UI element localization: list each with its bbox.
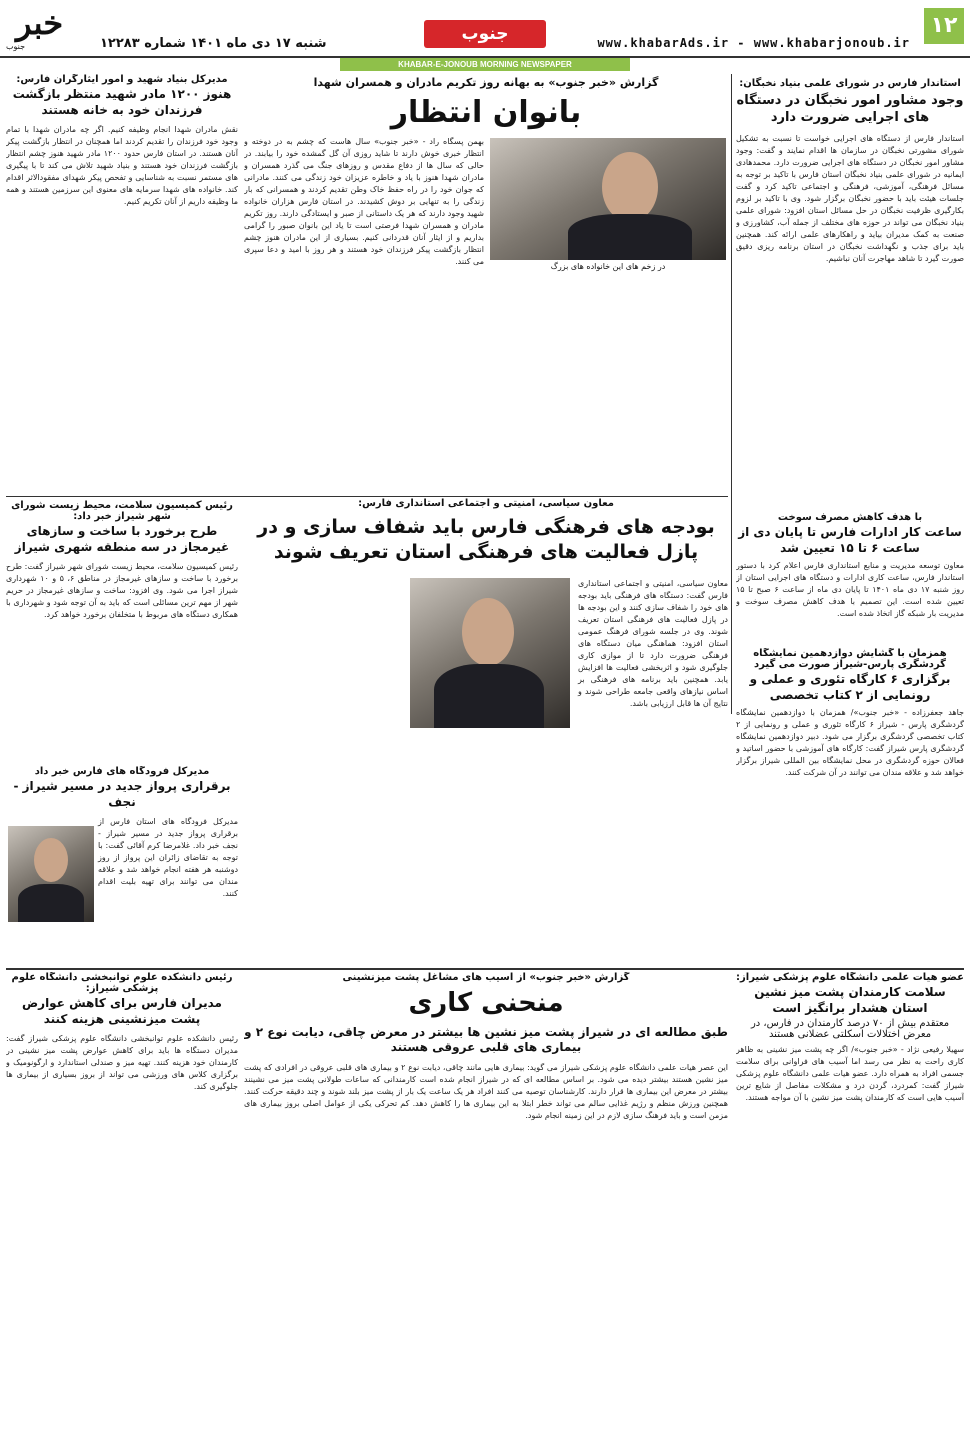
main-story-photo <box>490 138 726 260</box>
bottom-right-subtitle: معتقدم بیش از ۷۰ درصد کارمندان در فارس، در معرض اختلالات اسکلتی عضلانی هستند <box>750 1018 950 1041</box>
right-top-title: وجود مشاور امور نخبگان در دستگاه های اجرایی ضرورت دارد <box>736 93 964 125</box>
section-label: جنوب <box>424 20 546 48</box>
bottom-right-body: سهیلا رفیعی نژاد - «خبر جنوب»/ اگر چه پشت میز نشینی به ظاهر کاری راحت به نظر می رسد اما آسیب های فراوانی برای سلامت جسمی افراد به همراه دارد. عضو هیات علمی دانشگاه علوم پزشکی شیراز گفت: کمردرد، گردن درد و مشکلات مفاصل از شایع ترین آسیب هایی است که کارمندان پشت میز نشین با آن مواجه هستند. <box>736 1045 964 1103</box>
right-mid1-subtitle: ساعت کار ادارات فارس تا پایان دی از ساعت ۶ تا ۱۵ تعیین شد <box>738 525 962 555</box>
logo-sub: جنوب <box>6 42 26 51</box>
left-flight-photo <box>8 826 94 922</box>
left-mid-article <box>6 500 238 760</box>
photo-face <box>34 838 68 882</box>
bottom-body: این عصر هیات علمی دانشگاه علوم پزشکی شیراز می گوید: بیماری هایی مانند چاقی، دیابت نوع ۲ و بیماری های قلبی عروقی در افرادی که پشت میز نشین هستند بیشتر دیده می شود. بر اساس مطالعه ای که در شیراز انجام شده است کارمندانی که ساعات طولانی پشت میز می نشینند بیشتر در معرض این بیماری ها قرار دارند. کارشناسان توصیه می کنند افراد هر یک ساعت یک بار از پشت میز بلند شوند و چند دقیقه حرکت کنند. همچنین ورزش منظم و رژیم غذایی سالم می تواند خطر ابتلا به این بیماری ها را کاهش دهد. کم تحرکی یکی از عوامل اصلی بروز بیماری های مزمن است و باید فرهنگ سازی لازم در این زمینه انجام شود. <box>244 1062 728 1120</box>
bottom-story <box>244 972 728 1422</box>
main-story-caption: در زخم های این خانواده های بزرگ <box>550 262 666 271</box>
right-mid2-article <box>736 648 964 938</box>
photo-suit <box>18 884 84 922</box>
issue-date: شنبه ۱۷ دی ماه ۱۴۰۱ شماره ۱۲۲۸۳ <box>100 36 327 51</box>
right-mid1-body: معاون توسعه مدیریت و منابع استانداری فارس اعلام کرد با دستور استاندار فارس، ساعت کاری ادارات و دستگاه های اجرایی استان از روز شنبه ۱۷ دی ماه ۱۴۰۱ تا پایان دی ماه از ساعت ۶ صبح تا ۱۵ تعیین شده است. این تصمیم با هدف کاهش مصرف سوخت و مدیریت بار شبکه گاز اتخاذ شده است. <box>736 561 964 619</box>
left-mid-kicker: رئیس کمیسیون سلامت، محیط زیست شورای شهر شیراز خبر داد: <box>11 500 233 522</box>
budget-kicker: معاون سیاسی، امنیتی و اجتماعی استانداری فارس: <box>358 498 614 509</box>
column-divider <box>731 74 732 714</box>
left-flight-kicker: مدیرکل فرودگاه های فارس خبر داد <box>34 766 210 777</box>
right-mid1-title: با هدف کاهش مصرف سوخت <box>777 512 923 523</box>
website-links[interactable]: www.khabarAds.ir - www.khabarjonoub.ir <box>597 36 910 50</box>
photo-suit <box>568 214 692 260</box>
logo-word: خبر <box>16 4 64 42</box>
left-mid-title: طرح برخورد با ساخت و سازهای غیرمجاز در سه منطقه شهری شیراز <box>14 524 230 554</box>
left-top-title: هنوز ۱۲۰۰ مادر شهید منتظر بازگشت فرزندان خود به خانه هستند <box>12 87 232 117</box>
bottom-title: منحنی کاری <box>408 988 564 1018</box>
bottom-right-article <box>736 972 964 1422</box>
newspaper-logo <box>6 4 86 54</box>
right-mid1-article <box>736 512 964 642</box>
left-flight-body: مدیرکل فرودگاه های استان فارس از برقراری پرواز جدید در مسیر شیراز - نجف خبر داد. غلامرضا کرم آقائی گفت: با توجه به تقاضای زائران این پرواز از روز دوشنبه هر هفته انجام خواهد شد و علاقه مندان می توانند برای تهیه بلیت اقدام کنند. <box>98 817 238 899</box>
left-top-kicker: مدیرکل بنیاد شهید و امور ایثارگران فارس: <box>16 74 228 85</box>
left-mid-body: رئیس کمیسیون سلامت، محیط زیست شورای شهر شیراز گفت: طرح برخورد با ساخت و سازهای غیرمجاز در مناطق ۶، ۵ و ۱۰ شهرداری شیراز اجرا می شود. وی افزود: ساخت و سازهای غیرمجاز در حریم شهر از مهم ترین مسائلی است که باید به آن توجه شود و شهرداری با همکاری دستگاه های مربوط با متخلفان برخورد خواهد کرد. <box>6 562 238 620</box>
photo-suit <box>434 664 544 728</box>
budget-photo <box>410 578 570 728</box>
left-flight-title: برقراری پرواز جدید در مسیر شیراز - نجف <box>13 779 231 809</box>
bottom-kicker: گزارش «خبر جنوب» از آسیب های مشاغل پشت میزنشینی <box>342 972 630 983</box>
right-top-article <box>736 74 964 506</box>
bottom-left-article <box>6 972 238 1422</box>
photo-face <box>462 598 514 666</box>
page-number: ۱۲ <box>924 8 964 44</box>
masthead <box>0 0 970 58</box>
right-mid2-title: برگزاری ۶ کارگاه تئوری و عملی و رونمایی از ۲ کتاب تخصصی <box>749 672 951 702</box>
budget-body: معاون سیاسی، امنیتی و اجتماعی استانداری فارس گفت: دستگاه های فرهنگی باید بودجه های خود را شفاف سازی کنند و این بودجه ها در پازل فعالیت های فرهنگی استان تعریف شوند. وی در جلسه شورای فرهنگ عمومی استان افزود: هماهنگی میان دستگاه های فرهنگی ضرورت دارد تا از موازی کاری جلوگیری شود و اثربخشی فعالیت ها افزایش یابد. همچنین باید برنامه های فرهنگی بر اساس نیازهای واقعی جامعه طراحی شوند و نتایج آن ها قابل ارزیابی باشد. <box>578 579 728 708</box>
right-top-kicker: استاندار فارس در شورای علمی بنیاد نخبگان: <box>739 78 961 89</box>
main-story-body: بهمن پسگاه راد - «خبر جنوب» سال هاست که چشم به در دوخته و انتظار خبری خوش دارند تا شاید روزی آن گل گمشده خود را بیابند. در حالی که سال ها از دفاع مقدس و روزهای جنگ می گذرد همسران و مادران شهدا هنوز با یاد و خاطره عزیزان خود زندگی می کنند. مادرانی که جوان خود را در راه حفظ خاک وطن تقدیم کردند و همسرانی که بار زندگی را به تنهایی بر دوش کشیدند. در استان فارس هزاران خانواده شهید وجود دارند که هر یک داستانی از صبر و ایستادگی دارند. روز تکریم مادران و همسران شهدا فرصتی است تا یاد این بانوان صبور را گرامی بداریم و از ایثار آنان قدردانی کنیم. بسیاری از این مادران هنوز چشم انتظار بازگشت پیکر فرزندان خود هستند و هر روز با امید و دعا سپری می کنند. <box>244 137 484 266</box>
left-top-body: نقش مادران شهدا انجام وظیفه کنیم. اگر چه مادران شهدا با تمام وجود خود فرزندان را تقدیم کردند اما همچنان در انتظار بازگشت پیکر آنان هستند. در استان فارس حدود ۱۲۰۰ مادر شهید هنوز چشم انتظار بازگشت فرزندان خود هستند و بنیاد شهید تلاش می کند تا با پیگیری های مستمر نسبت به شناسایی و تفحص پیکر شهدای مفقودالاثر اقدام کند. خانواده های شهدا سرمایه های معنوی این سرزمین هستند و همه ما وظیفه داریم از آنان تکریم کنیم. <box>6 125 238 207</box>
section-divider <box>6 968 964 970</box>
section-divider <box>6 496 728 497</box>
right-mid2-kicker: همزمان با گشایش دوازدهمین نمایشگاه گردشگری پارس-شیراز صورت می گیرد <box>753 648 947 670</box>
bottom-right-title: سلامت کارمندان پشت میز نشین استان هشدار برانگیز است <box>754 985 946 1015</box>
left-top-article <box>6 74 238 494</box>
right-mid2-body: جاهد جعفرزاده - «خبر جنوب»/ همزمان با دوازدهمین نمایشگاه گردشگری پارس - شیراز ۶ کارگاه تئوری و عملی و رونمایی از ۲ کتاب تخصصی گردشگری برگزار می شود. دبیر دوازدهمین نمایشگاه گردشگری پارس شیراز گفت: کارگاه های آموزشی با حضور اساتید و فعالان حوزه گردشگری در محل نمایشگاه بین المللی شیراز برگزار خواهد شد و علاقه مندان می توانند در آن شرکت کنند. <box>736 708 964 778</box>
main-story-title: بانوان انتظار <box>390 95 582 130</box>
tagline: KHABAR-E-JONOUB MORNING NEWSPAPER <box>340 58 630 71</box>
main-story-kicker: گزارش «خبر جنوب» به بهانه روز تکریم مادران و همسران شهدا <box>313 76 659 89</box>
right-top-body: استاندار فارس از دستگاه های اجرایی خواست تا نسبت به تشکیل شورای مشورتی نخبگان در سازمان ها اقدام نمایند و گفت: وجود مشاور امور نخبگان در دستگاه های اجرایی ضرورت دارد. محمدهادی ایمانیه در شورای علمی بنیاد نخبگان استان فارس با تاکید بر توجه به مسائل فرهنگی، آموزشی، فرهنگی و اجتماعی تاکید کرد و گفت جلسات هیئت باید با حضور نخبگان برگزار شود. وی با تاکید بر لزوم بکارگیری ظرفیت نخبگان در حل مسائل استان افزود: شورای علمی بنیاد نخبگان می تواند در حوزه های مختلف از جمله آب، کشاورزی و صنعت به کمک مدیران بیاید و راهکارهای علمی ارائه کند. همچنین باید برای جذب و نگهداشت نخبگان در استان برنامه ریزی دقیق صورت گیرد تا شاهد مهاجرت آنان نباشیم. <box>736 133 964 263</box>
bottom-right-kicker: عضو هیات علمی دانشگاه علوم پزشکی شیراز: <box>736 972 964 983</box>
bottom-left-body: رئیس دانشکده علوم توانبخشی دانشگاه علوم پزشکی شیراز گفت: مدیران دستگاه ها باید برای کاهش عوارض پشت میز نشینی در کارمندان خود هزینه کنند. تهیه میز و صندلی استاندارد و ارگونومیک و برگزاری کلاس های ورزشی می تواند از بروز بسیاری از بیماری ها جلوگیری کند. <box>6 1034 238 1092</box>
bottom-left-kicker: رئیس دانشکده علوم توانبخشی دانشگاه علوم پزشکی شیراز: <box>11 972 233 994</box>
bottom-subtitle: طبق مطالعه ای در شیراز پشت میز نشین ها بیشتر در معرض چاقی، دیابت نوع ۲ و بیماری های قلبی عروقی هستند <box>244 1024 728 1055</box>
bottom-left-title: مدیران فارس برای کاهش عوارض پشت میزنشینی هزینه کنند <box>22 996 222 1026</box>
budget-title: بودجه های فرهنگی فارس باید شفاف سازی و در پازل فعالیت های فرهنگی استان تعریف شوند <box>257 516 715 563</box>
photo-face <box>602 152 658 222</box>
main-story <box>244 74 728 494</box>
